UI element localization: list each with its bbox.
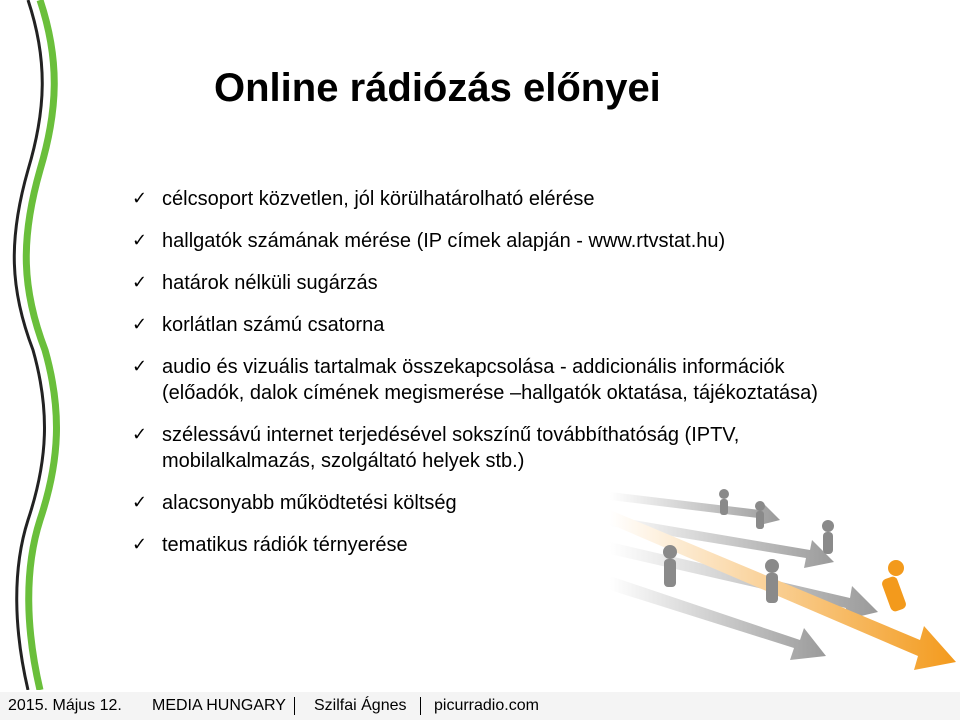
footer-separator (420, 697, 421, 715)
bullet-item (132, 186, 952, 212)
bullet-text: mobilalkalmazás, szolgáltató helyek stb.) (162, 450, 525, 472)
check-icon: ✓ (132, 356, 148, 377)
bullet-text: (előadók, dalok címének megismerése –hallgatók oktatása, tájékoztatása) (162, 382, 818, 404)
bullet-text: tematikus rádiók térnyerése (162, 534, 408, 556)
check-icon: ✓ (132, 314, 148, 335)
footer-date: 2015. Május 12. (8, 697, 122, 714)
wave-decoration (0, 0, 90, 690)
footer-separator (294, 697, 295, 715)
bullet-item (132, 228, 952, 254)
footer-site: picurradio.com (434, 697, 539, 714)
bullet-text: célcsoport közvetlen, jól körülhatárolható elérése (162, 188, 595, 210)
bullet-text: szélessávú internet terjedésével sokszínű továbbíthatóság (IPTV, (162, 424, 740, 446)
bullet-text: alacsonyabb működtetési költség (162, 492, 457, 514)
check-icon: ✓ (132, 492, 148, 513)
bullet-item (132, 270, 952, 296)
bullet-item (132, 312, 952, 338)
runners-arrows-illustration (600, 480, 960, 680)
bullet-text: audio és vizuális tartalmak összekapcsolása - addicionális információk (162, 356, 785, 378)
check-icon: ✓ (132, 424, 148, 445)
bullet-text: hallgatók számának mérése (IP címek alapján - www.rtvstat.hu) (162, 230, 726, 252)
check-icon: ✓ (132, 534, 148, 555)
bullet-text: korlátlan számú csatorna (162, 314, 385, 336)
footer-bar (0, 692, 960, 720)
footer-author: Szilfai Ágnes (314, 697, 407, 714)
check-icon: ✓ (132, 188, 148, 209)
bullet-text: határok nélküli sugárzás (162, 272, 378, 294)
slide-title: Online rádiózás előnyei (214, 66, 661, 110)
check-icon: ✓ (132, 272, 148, 293)
bullet-item (132, 422, 952, 474)
check-icon: ✓ (132, 230, 148, 251)
bullet-item (132, 354, 952, 406)
footer-event: MEDIA HUNGARY (152, 697, 286, 714)
